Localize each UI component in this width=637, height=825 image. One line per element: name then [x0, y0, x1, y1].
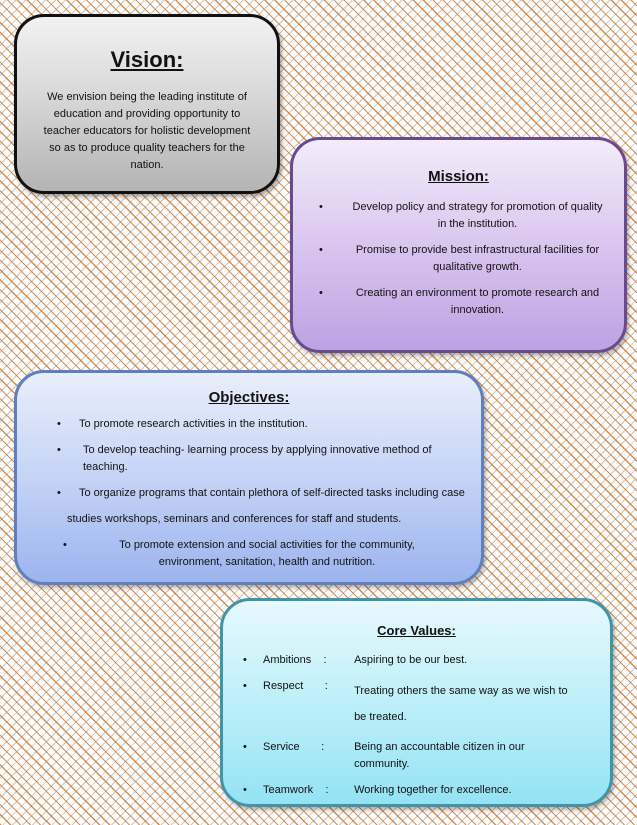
objective-item-text: To organize programs that contain plethora of self-directed tasks including case — [79, 487, 465, 499]
bullet-icon: • — [243, 741, 247, 753]
bullet-icon: • — [243, 784, 247, 796]
objective-item-text: To promote extension and social activities for the community, environment, sanitation, health and nutrition. — [119, 539, 415, 568]
mission-item-text: Develop policy and strategy for promotion of quality in the institution. — [352, 201, 603, 230]
term-separator: : — [324, 680, 328, 692]
list-item — [319, 242, 606, 276]
bullet-icon: • — [57, 418, 61, 430]
core-values-list — [243, 652, 600, 799]
objective-item-text: To promote research activities in the institution. — [79, 418, 308, 430]
mission-list — [319, 199, 606, 319]
term-label: Respect — [263, 680, 304, 692]
list-item — [319, 199, 606, 233]
core-values-card — [220, 598, 613, 807]
bullet-icon: • — [243, 680, 247, 692]
term-label: Teamwork — [263, 784, 314, 796]
mission-item-text: Promise to provide best infrastructural facilities for qualitative growth. — [355, 244, 600, 273]
core-value-item — [243, 678, 600, 730]
bullet-icon: • — [243, 654, 247, 666]
core-value-item — [243, 782, 600, 799]
term-label: Ambitions — [263, 654, 312, 666]
objectives-heading: Objectives: — [208, 389, 290, 406]
core-values-heading: Core Values: — [377, 623, 456, 638]
bullet-icon: • — [57, 487, 61, 499]
mission-item-text: Creating an environment to promote research and innovation. — [355, 287, 600, 316]
objectives-list — [57, 416, 467, 571]
bullet-icon: • — [319, 201, 323, 213]
core-value-term — [263, 782, 351, 799]
vision-card — [14, 14, 280, 194]
list-item — [319, 285, 606, 319]
vision-text: We envision being the leading institute of education and providing opportunity to teacher educators for holistic development so as to produce quality teachers for the nation. — [43, 91, 251, 171]
term-separator: : — [325, 784, 329, 796]
core-value-definition: Being an accountable citizen in our community. — [354, 741, 525, 770]
bullet-icon: • — [319, 287, 323, 299]
bullet-icon: • — [63, 539, 67, 551]
vision-heading: Vision: — [110, 47, 184, 72]
bullet-icon: • — [57, 444, 61, 456]
list-item — [57, 485, 467, 528]
mission-card — [290, 137, 627, 353]
core-value-item — [243, 652, 600, 669]
objectives-card — [14, 370, 484, 585]
objective-item-continuation: studies workshops, seminars and conferences for staff and students. — [67, 513, 402, 525]
core-value-definition: Working together for excellence. — [354, 784, 512, 796]
mission-heading: Mission: — [428, 168, 489, 185]
core-value-term — [263, 739, 351, 756]
core-value-definition: Aspiring to be our best. — [354, 654, 468, 666]
term-separator: : — [323, 654, 327, 666]
core-value-definition: Treating others the same way as we wish to be treated. — [354, 685, 568, 723]
objective-item-text: To develop teaching- learning process by applying innovative method of teaching. — [83, 444, 432, 473]
list-item — [57, 416, 467, 433]
term-separator: : — [321, 741, 325, 753]
term-label: Service — [263, 741, 300, 753]
bullet-icon: • — [319, 244, 323, 256]
list-item — [57, 537, 467, 571]
core-value-term — [263, 652, 351, 669]
core-value-term — [263, 678, 351, 695]
core-value-item — [243, 739, 600, 773]
list-item — [57, 442, 467, 476]
